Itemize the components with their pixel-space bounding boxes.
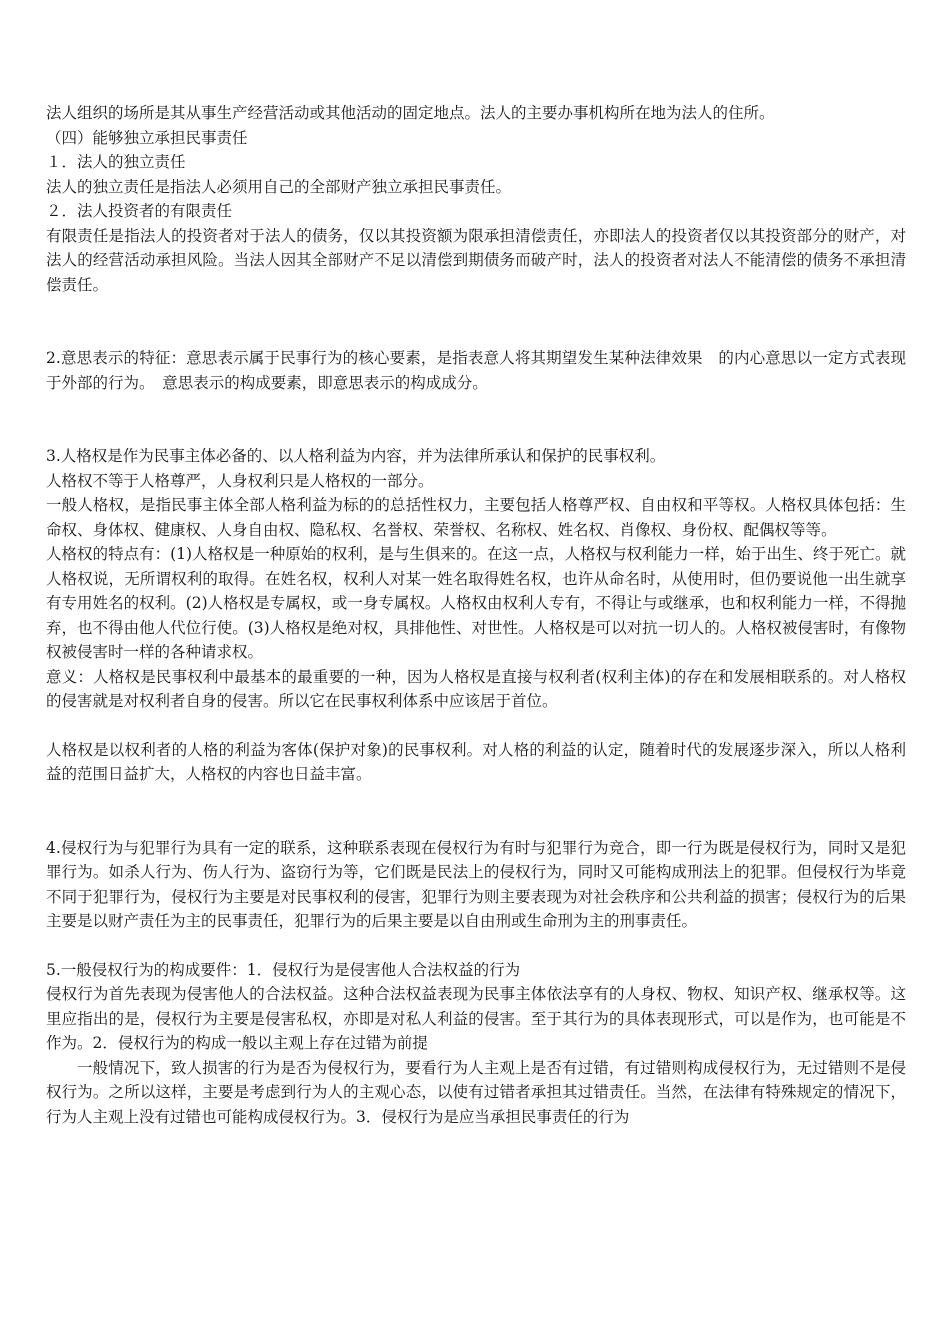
paragraph-tort-infringement: 侵权行为首先表现为侵害他人的合法权益。这种合法权益表现为民事主体依法享有的人身权、物权、知识产权、继承权等。这里应指出的是，侵权行为主要是侵害私权，亦即是对私人利益的侵害。至于其行为的具体表现形式，可以是作为，也可能是不作为。2．侵权行为的构成一般以主观上存在过错为前提 [46, 985, 906, 1052]
subheading-limited-liability: ２．法人投资者的有限责任 [46, 202, 233, 220]
paragraph-spacer [46, 714, 906, 738]
paragraph-tort-vs-crime: 4.侵权行为与犯罪行为具有一定的联系，这种联系表现在侵权行为有时与犯罪行为竞合，即一行为既是侵权行为，同时又是犯罪行为。如杀人行为、伤人行为、盗窃行为等，它们既是民法上的侵权行为，同时又可能构成刑法上的犯罪。但侵权行为毕竟不同于犯罪行为，侵权行为主要是对民事权利的侵害，犯罪行为则主要表现为对社会秩序和公共利益的损害；侵权行为的后果主要是以财产责任为主的民事责任，犯罪行为的后果主要是以自由刑或生命刑为主的刑事责任。 [46, 838, 906, 930]
heading-independent-liability: （四）能够独立承担民事责任 [46, 128, 248, 147]
section-spacer [46, 297, 906, 346]
paragraph-independent-responsibility: 法人的独立责任是指法人必须用自己的全部财产独立承担民事责任。 [46, 177, 512, 196]
subheading-independent-responsibility: １．法人的独立责任 [46, 153, 186, 171]
paragraph-tort-elements-heading: 5.一般侵权行为的构成要件：1．侵权行为是侵害他人合法权益的行为 [46, 960, 521, 979]
document-body [46, 101, 906, 1129]
section-spacer [46, 787, 906, 836]
section-spacer [46, 395, 906, 444]
paragraph-legal-person-domicile: 法人组织的场所是其从事生产经营活动或其他活动的固定地点。法人的主要办事机构所在地为法人的住所。 [46, 104, 775, 122]
paragraph-declaration-of-intent: 2.意思表示的特征：意思表示属于民事行为的核心要素，是指表意人将其期望发生某种法律效果 的内心意思以一定方式表现于外部的行为。 意思表示的构成要素，即意思表示的构成成分。 [46, 349, 906, 392]
paragraph-tort-fault: 一般情况下，致人损害的行为是否为侵权行为，要看行为人主观上是否有过错，有过错则构成侵权行为，无过错则不是侵权行为。之所以这样，主要是考虑到行为人的主观心态，以使有过错者承担其过错责任。当然，在法律有特殊规定的情况下，行为人主观上没有过错也可能构成侵权行为。3．侵权行为是应当承担民事责任的行为 [46, 1058, 906, 1126]
paragraph-spacer [46, 934, 906, 958]
paragraph-personality-right-significance: 意义：人格权是民事权利中最基本的最重要的一种，因为人格权是直接与权利者(权利主体)的存在和发展相联系的。对人格权的侵害就是对权利者自身的侵害。所以它在民事权利体系中应该居于首位。 [46, 667, 906, 710]
paragraph-personality-vs-dignity: 人格权不等于人格尊严，人身权利只是人格权的一部分。 [46, 471, 434, 490]
paragraph-general-personality-right: 一般人格权，是指民事主体全部人格利益为标的的总括性权力，主要包括人格尊严权、自由权和平等权。人格权具体包括：生命权、身体权、健康权、人身自由权、隐私权、名誉权、荣誉权、名称权、姓名权、肖像权、身份权、配偶权等等。 [46, 496, 906, 539]
paragraph-personality-interest: 人格权是以权利者的人格的利益为客体(保护对象)的民事权利。对人格的利益的认定，随着时代的发展逐步深入，所以人格利益的范围日益扩大，人格权的内容也日益丰富。 [46, 740, 906, 783]
paragraph-personality-right-definition: 3.人格权是作为民事主体必备的、以人格利益为内容，并为法律所承认和保护的民事权利。 [46, 447, 666, 465]
paragraph-limited-liability: 有限责任是指法人的投资者对于法人的债务，仅以其投资额为限承担清偿责任，亦即法人的投资者仅以其投资部分的财产，对法人的经营活动承担风险。当法人因其全部财产不足以清偿到期债务而破产时，法人的投资者对法人不能清偿的债务不承担清偿责任。 [46, 226, 906, 294]
paragraph-personality-right-features: 人格权的特点有：(1)人格权是一种原始的权利，是与生俱来的。在这一点，人格权与权利能力一样，始于出生、终于死亡。就人格权说，无所谓权利的取得。在姓名权，权利人对某一姓名取得姓名权，也许从命名时，从使用时，但仍要说他一出生就享有专用姓名的权利。(2)人格权是专属权，或一身专属权。人格权由权利人专有，不得让与或继承，也和权利能力一样，不得抛弃，也不得由他人代位行使。(3)人格权是绝对权，具排他性、对世性。人格权是可以对抗一切人的。人格权被侵害时，有像物权被侵害时一样的各种请求权。 [46, 545, 906, 661]
